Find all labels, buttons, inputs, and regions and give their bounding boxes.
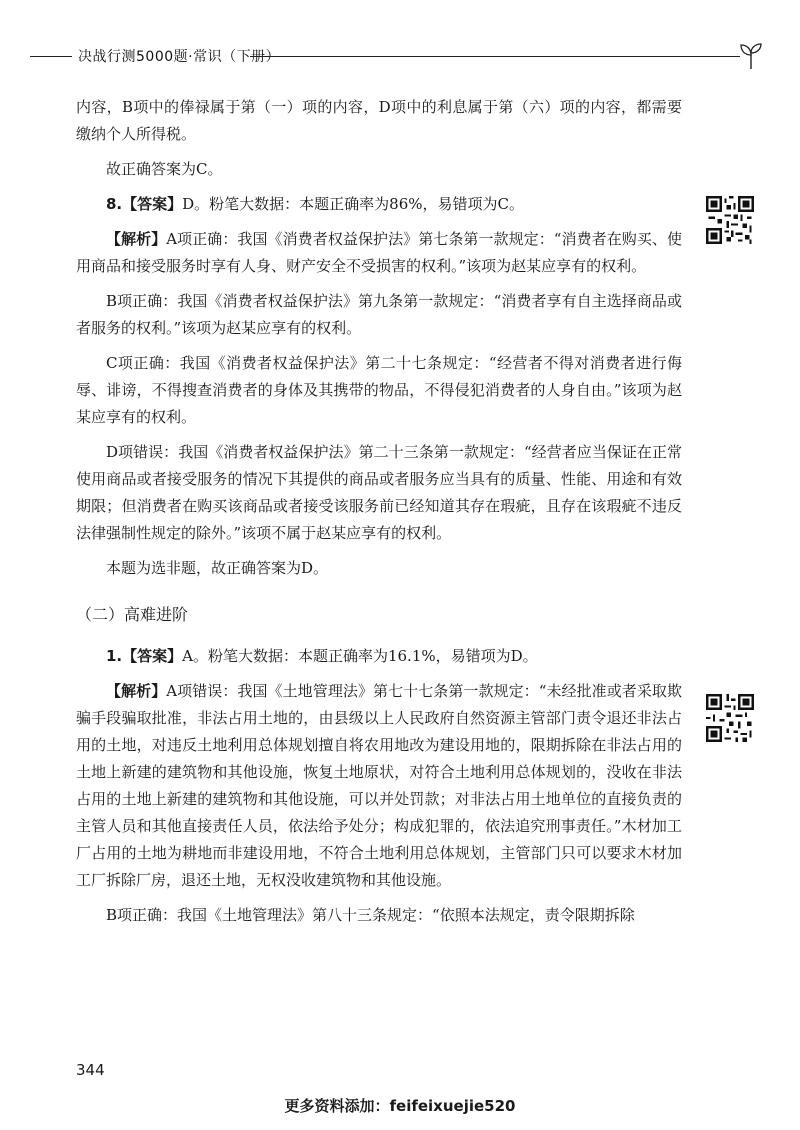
q8-analysis-label: 【解析】 [106,230,167,248]
q1-analysis-label: 【解析】 [106,682,167,700]
q1-answer-text: A。粉笔大数据：本题正确率为16.1%，易错项为D。 [182,647,538,665]
qr-code-icon [706,196,754,244]
q1-analysis-a-text: A项错误：我国《土地管理法》第七十七条第一款规定：“未经批准或者采取欺骗手段骗取批准，非法占用土地的，由县级以上人民政府自然资源主管部门责令退还非法占用的土地，对违反土地利用总体规划擅自将农用地改为建设用地的，限期拆除在非法占用的土地上新建的建筑物和其他设施，恢复土地原状，对符合土地利用总体规划的，没收在非法占用的土地上新建的建筑物和其他设施，可以并处罚款；对非法占用土地单位的直接负责的主管人员和其他直接责任人员，依法给予处分；构成犯罪的，依法追究刑事责任。”木材加工厂占用的土地为耕地而非建设用地，不符合土地利用总体规划，主管部门只可以要求木材加工厂拆除厂房，退还土地，无权没收建筑物和其他设施。 [76,682,682,889]
header-title: 决战行测5000题·常识（下册） [78,49,281,65]
q8-analysis-b: B项正确：我国《消费者权益保护法》第九条第一款规定：“消费者享有自主选择商品或者服务的权利。”该项为赵某应享有的权利。 [76,292,682,337]
q1-answer [76,643,682,670]
q8-analysis-a-text: A项正确：我国《消费者权益保护法》第七条第一款规定：“消费者在购买、使用商品和接受服务时享有人身、财产安全不受损害的权利。”该项为赵某应享有的权利。 [76,230,682,275]
q1-analysis-b: B项正确：我国《土地管理法》第八十三条规定：“依照本法规定，责令限期拆除 [106,906,635,924]
qr-code-icon [706,694,754,742]
q8-answer-label: 8.【答案】 [106,195,183,213]
q8-answer-text: D。粉笔大数据：本题正确率为86%，易错项为C。 [182,195,524,213]
q8-analysis-d: D项错误：我国《消费者权益保护法》第二十三条第一款规定：“经营者应当保证在正常使用商品或者接受服务的情况下其提供的商品或者服务应当具有的质量、性能、用途和有效期限；但消费者在购买该商品或者接受该服务前已经知道其存在瑕疵，且存在该瑕疵不违反法律强制性规定的除外。”该项不属于赵某应享有的权利。 [76,443,682,542]
header-rule-left [30,56,72,57]
header-rule-right [250,56,740,57]
running-header [0,40,800,72]
q8-conclusion: 本题为选非题，故正确答案为D。 [106,559,329,577]
q8-analysis-c: C项正确：我国《消费者权益保护法》第二十七条规定：“经营者不得对消费者进行侮辱、诽谤，不得搜查消费者的身体及其携带的物品，不得侵犯消费者的人身自由。”该项为赵某应享有的权利。 [76,354,682,426]
q1-answer-label: 1.【答案】 [106,647,183,665]
paragraph-continuation: 内容，B项中的俸禄属于第（一）项的内容，D项中的利息属于第（六）项的内容，都需要缴纳个人所得税。 [76,98,682,143]
sprout-icon [738,42,764,70]
q8-analysis-a [76,226,682,280]
page-number: 344 [76,1061,105,1079]
page-body [76,94,682,929]
paragraph-answer-c: 故正确答案为C。 [106,160,223,178]
footer-note: 更多资料添加：feifeixuejie520 [284,1097,516,1115]
section-title: （二）高难进阶 [76,605,189,624]
q8-answer [76,191,682,218]
q1-analysis-a [76,678,682,894]
